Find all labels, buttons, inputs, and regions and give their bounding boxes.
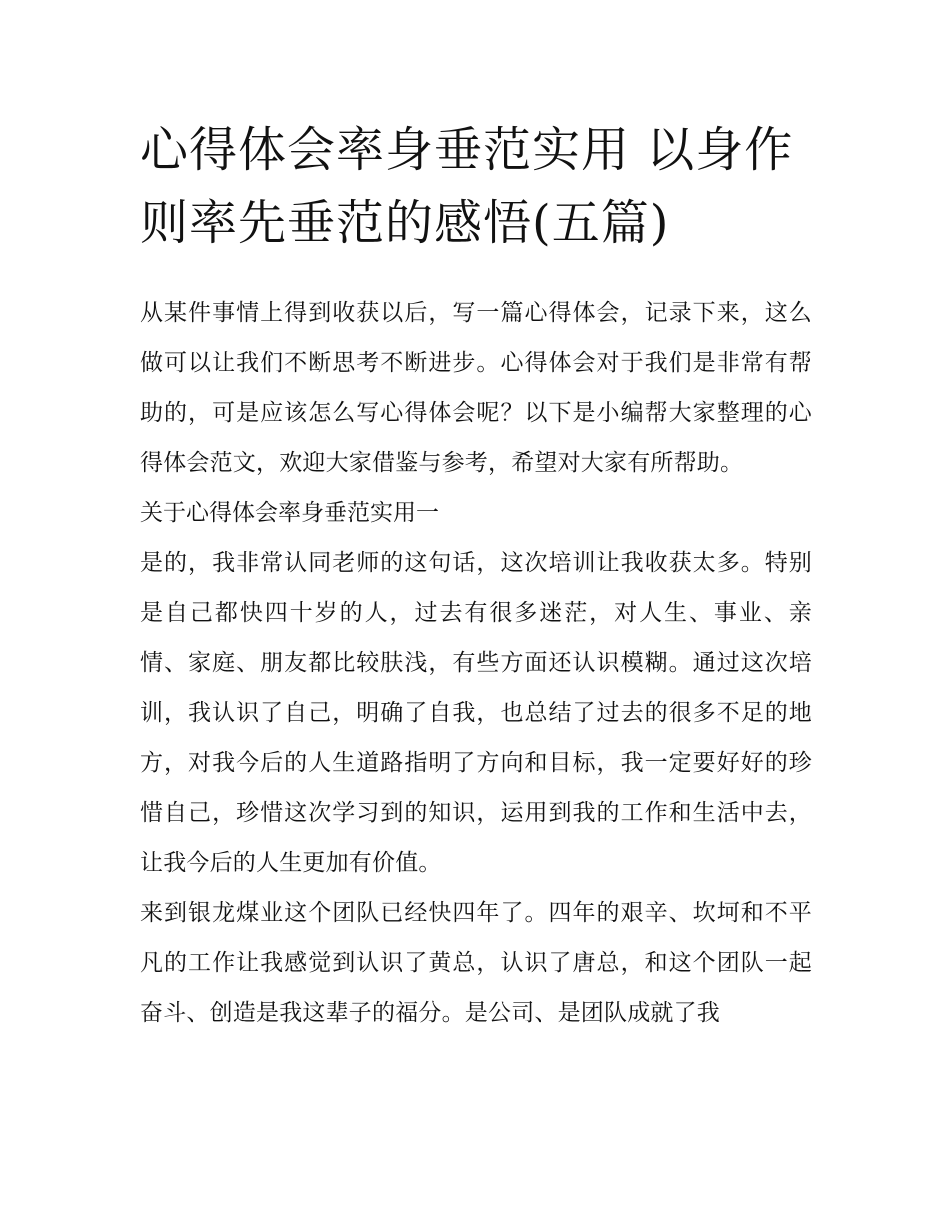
document-title: 心得体会率身垂范实用 以身作则率先垂范的感悟(五篇)	[140, 122, 794, 251]
section-heading: 关于心得体会率身垂范实用一	[140, 500, 439, 526]
body-paragraph-2: 来到银龙煤业这个团队已经快四年了。四年的艰辛、坎坷和不平凡的工作让我感觉到认识了黄总，认识了唐总，和这个团队一起奋斗、创造是我这辈子的福分。是公司、是团队成就了我	[140, 900, 812, 1026]
body-paragraph-1: 是的，我非常认同老师的这句话，这次培训让我收获太多。特别是自己都快四十岁的人，过去有很多迷茫，对人生、事业、亲情、家庭、朋友都比较肤浅，有些方面还认识模糊。通过这次培训，我认识了自己，明确了自我，也总结了过去的很多不足的地方，对我今后的人生道路指明了方向和目标，我一定要好好的珍惜自己，珍惜这次学习到的知识，运用到我的工作和生活中去，让我今后的人生更加有价值。	[140, 550, 812, 876]
intro-paragraph: 从某件事情上得到收获以后，写一篇心得体会，记录下来，这么做可以让我们不断思考不断进步。心得体会对于我们是非常有帮助的，可是应该怎么写心得体会呢？以下是小编帮大家整理的心得体会范文，欢迎大家借鉴与参考，希望对大家有所帮助。	[140, 300, 812, 476]
